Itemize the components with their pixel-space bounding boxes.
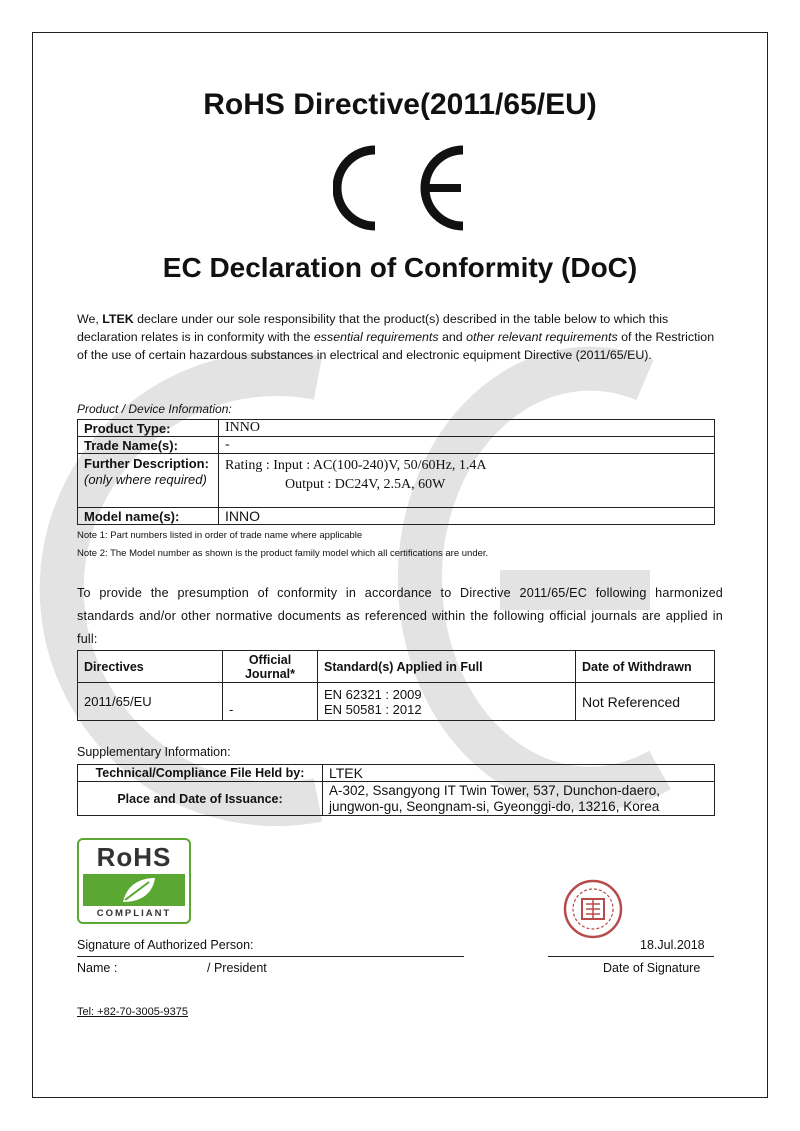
signature-label: Signature of Authorized Person: xyxy=(77,938,254,952)
supplementary-table xyxy=(77,764,715,816)
model-name-label: Model name(s): xyxy=(78,508,219,525)
contact-tel: Tel: +82-70-3005-9375 xyxy=(77,1006,188,1018)
table-row xyxy=(78,765,715,782)
leaf-icon xyxy=(83,874,185,906)
role-label: / President xyxy=(207,961,267,975)
note-1: Note 1: Part numbers listed in order of trade name where applicable xyxy=(77,530,363,541)
page-title: RoHS Directive(2011/65/EU) xyxy=(203,88,597,121)
place-date-label: Place and Date of Issuance: xyxy=(78,782,323,816)
intro-paragraph: We, LTEK declare under our sole responsibility that the product(s) described in the table below to which this declaration relates is in conformity with the essential requirements and other relevant requirements of the Restriction of the use of certain hazardous substances in electrical and electronic equipment Directive (2011/65/EU). xyxy=(77,312,715,362)
ce-mark-icon xyxy=(333,142,469,234)
supplementary-caption: Supplementary Information: xyxy=(77,745,231,759)
table-row xyxy=(78,454,715,508)
product-type-value: INNO xyxy=(219,420,715,437)
col-date-withdrawn: Date of Withdrawn xyxy=(576,651,715,683)
date-of-signature-label: Date of Signature xyxy=(603,961,701,975)
date-line xyxy=(548,956,714,957)
journal-cell: - xyxy=(223,683,318,721)
file-held-label: Technical/Compliance File Held by: xyxy=(78,765,323,782)
file-held-value: LTEK xyxy=(323,765,715,782)
further-description-label: Further Description: (only where required) xyxy=(78,454,219,508)
product-info-caption: Product / Device Information: xyxy=(77,402,232,416)
product-info-table xyxy=(77,419,715,525)
model-name-value: INNO xyxy=(219,508,715,525)
trade-name-label: Trade Name(s): xyxy=(78,437,219,454)
table-row xyxy=(78,420,715,437)
signature-line xyxy=(77,956,464,957)
presumption-paragraph: To provide the presumption of conformity in accordance to Directive 2011/65/EC following harmonized standards and/or other normative documents as referenced within the following official journals are applied in full: xyxy=(77,586,723,646)
signature-date: 18.Jul.2018 xyxy=(640,938,705,952)
table-header-row xyxy=(78,651,715,683)
rohs-compliant-logo: RoHS COMPLIANT xyxy=(77,838,191,924)
table-row xyxy=(78,508,715,525)
table-row xyxy=(78,782,715,816)
name-label: Name : xyxy=(77,961,118,975)
document-subtitle: EC Declaration of Conformity (DoC) xyxy=(162,252,638,283)
further-description-value: Rating : Input : AC(100-240)V, 50/60Hz, 1.4A Output : DC24V, 2.5A, 60W xyxy=(219,454,715,508)
note-2: Note 2: The Model number as shown is the product family model which all certifications are under. xyxy=(77,548,489,559)
directives-table xyxy=(77,650,715,721)
col-directives: Directives xyxy=(78,651,223,683)
col-standards: Standard(s) Applied in Full xyxy=(318,651,576,683)
withdrawn-cell: Not Referenced xyxy=(576,683,715,721)
standards-cell: EN 62321 : 2009 EN 50581 : 2012 xyxy=(318,683,576,721)
directive-cell: 2011/65/EU xyxy=(78,683,223,721)
table-row xyxy=(78,437,715,454)
product-type-label: Product Type: xyxy=(78,420,219,437)
trade-name-value: - xyxy=(219,437,715,454)
place-date-value: A-302, Ssangyong IT Twin Tower, 537, Dunchon-daero, jungwon-gu, Seongnam-si, Gyeonggi-do, 13216, Korea xyxy=(323,782,715,816)
company-seal-stamp xyxy=(556,876,630,942)
table-row xyxy=(78,683,715,721)
col-official-journal: Official Journal* xyxy=(223,651,318,683)
